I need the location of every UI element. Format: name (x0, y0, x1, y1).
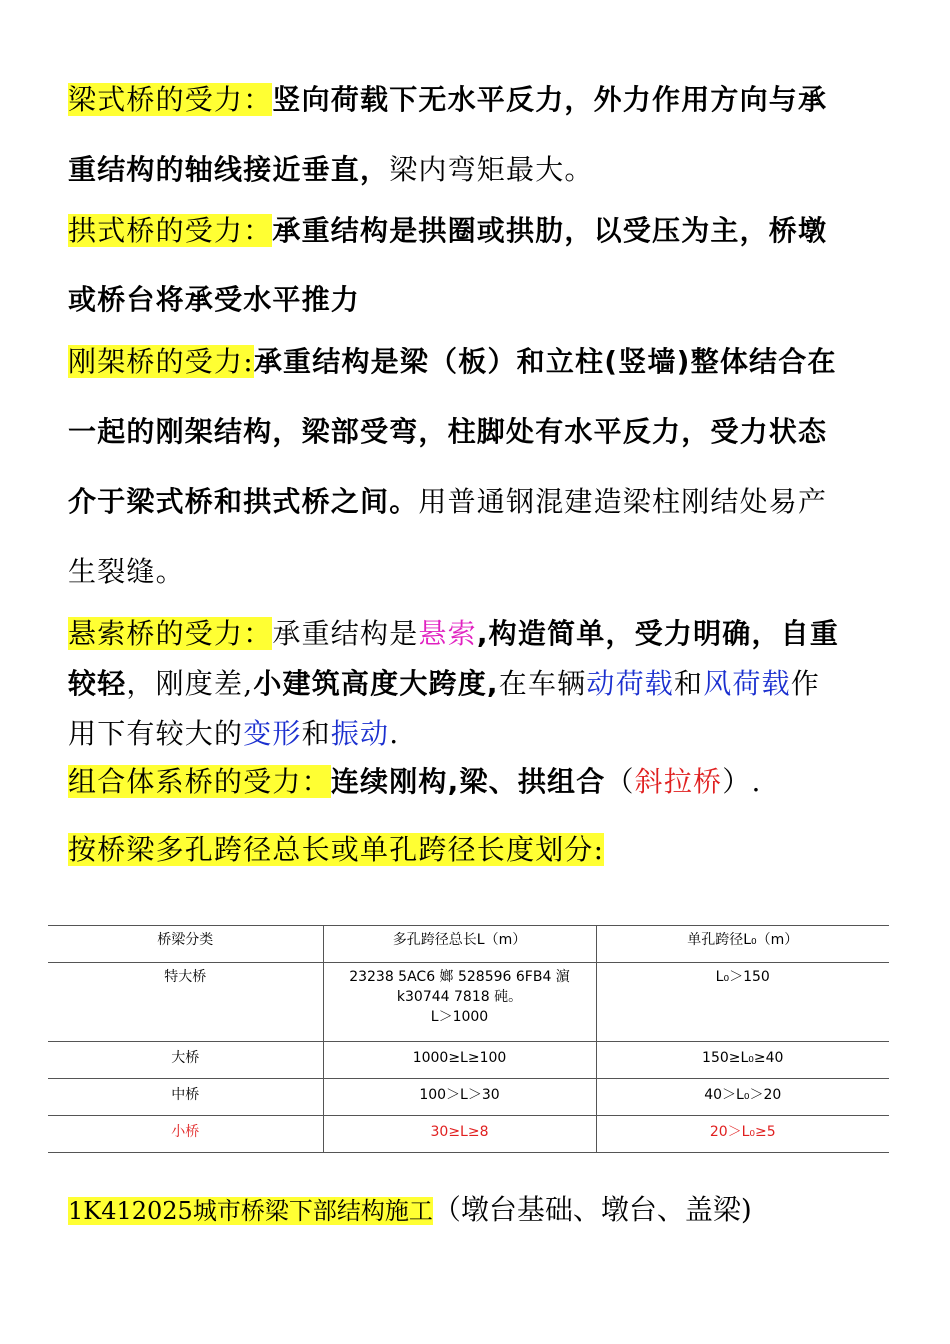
table-cell-name: 特大桥 (48, 963, 323, 1042)
suspension-text-bold-1: ,构造简单，受力明确，自重 (476, 617, 840, 650)
suspension-text-blue-1: 动荷载 (586, 667, 674, 700)
table-cell-single: 20＞L₀≥5 (596, 1116, 889, 1153)
beam-bridge-text-1: 竖向荷载下无水平反力，外力作用方向与承 (272, 83, 828, 116)
table-cell-name: 大桥 (48, 1042, 323, 1079)
section-title (68, 1192, 752, 1229)
combined-text-normal-2: ）. (722, 765, 762, 798)
rigid-bridge-line-4 (68, 554, 888, 590)
table-header-cell: 单孔跨径L₀（m） (596, 926, 889, 963)
table-cell-name: 中桥 (48, 1079, 323, 1116)
suspension-text-normal-1: 承重结构是 (272, 617, 419, 650)
table-header-cell: 多孔跨径总长L（m） (323, 926, 596, 963)
beam-bridge-text-3: 梁内弯矩最大。 (389, 153, 594, 186)
combined-text-normal-1: （ (605, 765, 635, 798)
rigid-bridge-text-4: 用普通钢混建造梁柱刚结处易产 (418, 485, 828, 518)
table-header-row (48, 926, 889, 963)
table-row (48, 1042, 889, 1079)
suspension-text-normal-5: 作 (790, 667, 820, 700)
section-code-title: 1K412025城市桥梁下部结构施工 (68, 1197, 433, 1225)
arch-bridge-label: 拱式桥的受力： (68, 214, 273, 247)
classification-heading-text: 按桥梁多孔跨径总长或单孔跨径长度划分: (68, 833, 605, 866)
table-cell-single: 40＞L₀＞20 (596, 1079, 889, 1116)
section-subtitle: （墩台基础、墩台、盖梁) (432, 1193, 752, 1226)
table-header-cell: 桥梁分类 (48, 926, 323, 963)
rigid-bridge-text-5: 生裂缝。 (68, 555, 185, 588)
suspension-text-blue-4: 振动 (330, 717, 390, 750)
beam-bridge-label: 梁式桥的受力： (68, 83, 273, 116)
table-cell-single: L₀＞150 (596, 963, 889, 1042)
beam-bridge-line-1 (68, 82, 888, 118)
beam-bridge-line-2 (68, 152, 888, 188)
combined-bridge-label: 组合体系桥的受力： (68, 765, 331, 798)
rigid-bridge-text-3: 介于梁式桥和拱式桥之间。 (68, 485, 419, 518)
rigid-bridge-text-1: 承重结构是梁（板）和立柱(竖墙)整体结合在 (253, 345, 837, 378)
classification-heading (68, 832, 888, 868)
table-cell-total-value: L＞1000 (430, 1009, 489, 1025)
combined-bridge-line (68, 764, 888, 800)
suspension-bridge-line-2 (68, 666, 888, 702)
suspension-text-normal-2: ，刚度差, (126, 667, 254, 700)
table-row-highlighted (48, 1116, 889, 1153)
table-cell-total: 100＞L＞30 (323, 1079, 596, 1116)
suspension-text-normal-7: 和 (301, 717, 331, 750)
suspension-text-blue-3: 变形 (243, 717, 302, 750)
rigid-bridge-line-3 (68, 484, 888, 520)
suspension-text-bold-3: 小建筑高度大跨度, (253, 667, 499, 700)
table-cell-total: 1000≥L≥100 (323, 1042, 596, 1079)
rigid-bridge-label: 刚架桥的受力: (68, 345, 254, 378)
table-cell-single: 150≥L₀≥40 (596, 1042, 889, 1079)
combined-text-bold: 连续刚构,梁、拱组合 (330, 765, 606, 798)
arch-bridge-text-1: 承重结构是拱圈或拱肋，以受压为主，桥墩 (272, 214, 828, 247)
suspension-text-bold-2: 较轻 (68, 667, 127, 700)
suspension-bridge-line-3 (68, 716, 888, 752)
table-row (48, 963, 889, 1042)
suspension-text-normal-6: 用下有较大的 (68, 717, 244, 750)
arch-bridge-line-2 (68, 282, 888, 318)
suspension-bridge-line-1 (68, 616, 888, 652)
table-row (48, 1079, 889, 1116)
table-cell-garbled-text: 23238 5AC6 嫏 528596 6FB4 濵 k30744 7818 砘。 (349, 969, 570, 1005)
rigid-bridge-line-2 (68, 414, 888, 450)
rigid-bridge-text-2: 一起的刚架结构，梁部受弯，柱脚处有水平反力，受力状态 (68, 415, 828, 448)
bridge-classification-table (48, 925, 889, 1153)
suspension-text-pink: 悬索 (418, 617, 477, 650)
suspension-bridge-label: 悬索桥的受力： (68, 617, 273, 650)
rigid-bridge-line-1 (68, 344, 888, 380)
suspension-text-normal-3: 在车辆 (498, 667, 587, 700)
beam-bridge-text-2: 重结构的轴线接近垂直， (68, 153, 390, 186)
combined-text-red: 斜拉桥 (634, 765, 723, 798)
arch-bridge-line-1 (68, 213, 888, 249)
suspension-text-normal-8: . (389, 717, 400, 750)
table-cell-name: 小桥 (48, 1116, 323, 1153)
arch-bridge-text-2: 或桥台将承受水平推力 (68, 283, 361, 316)
table-cell-total: 30≥L≥8 (323, 1116, 596, 1153)
suspension-text-normal-4: 和 (673, 667, 704, 700)
table-cell-total (323, 963, 596, 1042)
suspension-text-blue-2: 风荷载 (703, 667, 791, 700)
